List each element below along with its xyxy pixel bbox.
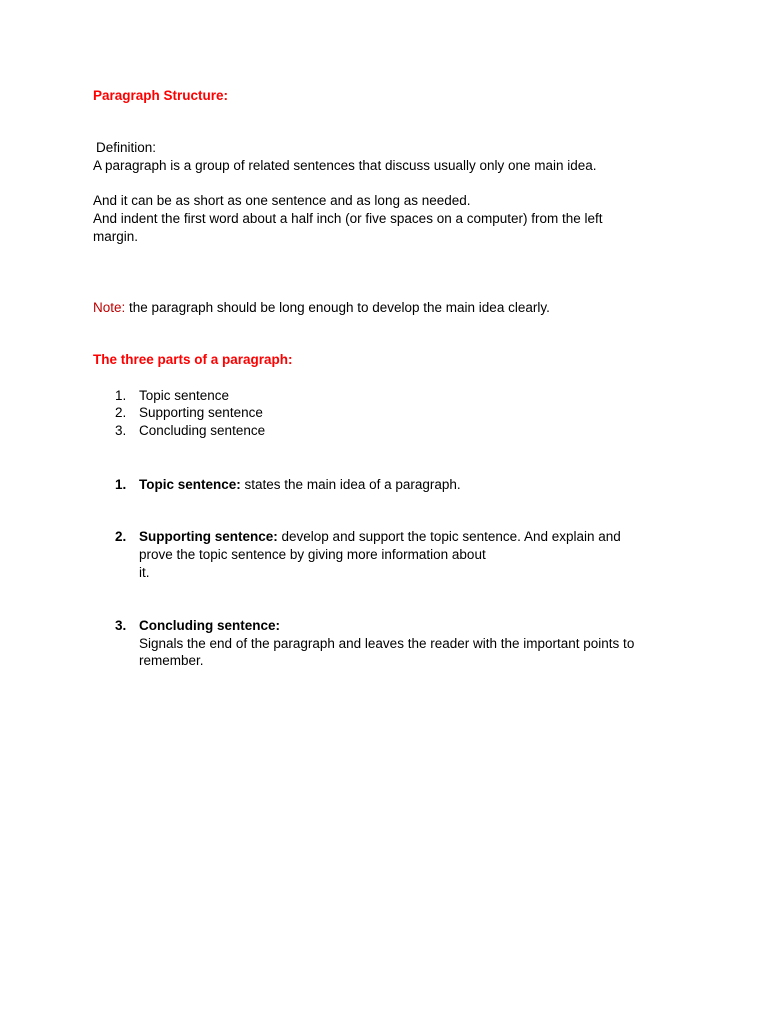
definition-line: it. (139, 565, 150, 580)
definition-line: Signals the end of the paragraph and leaves the reader with the important points to (139, 636, 635, 651)
definition-label: Definition: (96, 140, 157, 155)
list-number: 1. (115, 388, 127, 403)
definition-body (139, 476, 461, 494)
definition-number: 2. (115, 529, 127, 544)
definition-body (139, 528, 621, 546)
indent-line-1: And indent the first word about a half inch (or five spaces on a computer) from the left (93, 211, 603, 226)
definition-number: 3. (115, 618, 127, 633)
note-line (93, 299, 550, 317)
list-number: 3. (115, 423, 127, 438)
definition-term: Topic sentence: (139, 477, 241, 492)
length-line: And it can be as short as one sentence and as long as needed. (93, 193, 471, 208)
list-item-label: Concluding sentence (139, 423, 266, 438)
parts-heading: The three parts of a paragraph: (93, 352, 293, 367)
list-number: 2. (115, 405, 127, 420)
definition-text: A paragraph is a group of related sentences that discuss usually only one main idea. (93, 158, 597, 173)
definition-term: Supporting sentence: (139, 529, 278, 544)
list-item-label: Supporting sentence (139, 405, 263, 420)
definition-line: remember. (139, 653, 204, 668)
definition-term: Concluding sentence: (139, 618, 281, 633)
list-item-label: Topic sentence (139, 388, 230, 403)
definition-line: prove the topic sentence by giving more information about (139, 547, 486, 562)
indent-line-2: margin. (93, 229, 139, 244)
page-title: Paragraph Structure: (93, 88, 229, 103)
definition-number: 1. (115, 477, 127, 492)
note-label: Note: (93, 300, 126, 315)
definition-line: develop and support the topic sentence. And explain and (277, 529, 621, 544)
definition-line: states the main idea of a paragraph. (240, 477, 461, 492)
note-text: the paragraph should be long enough to develop the main idea clearly. (125, 300, 550, 315)
